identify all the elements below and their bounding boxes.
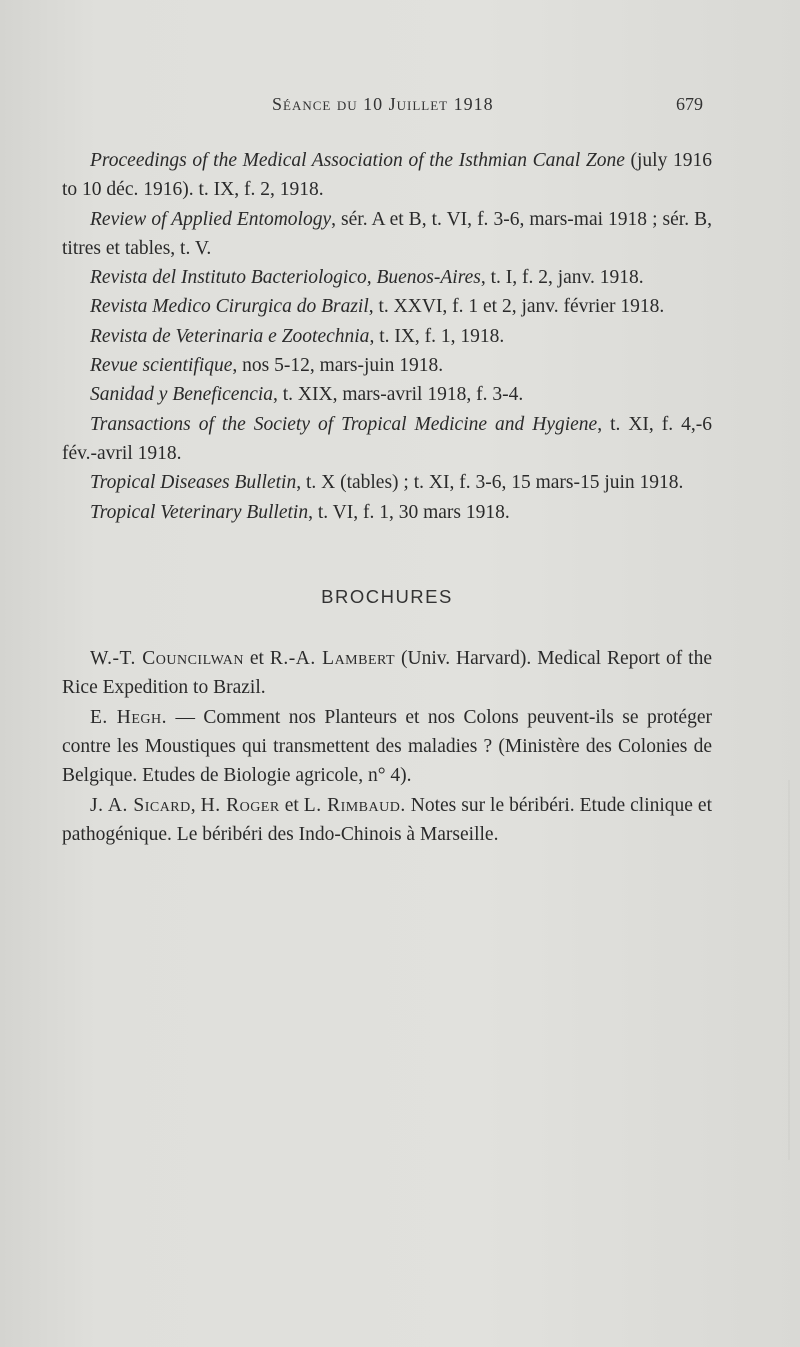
- periodical-details: , t. IX, f. 1, 1918.: [369, 325, 505, 347]
- running-head: Séance du 10 Juillet 1918: [272, 94, 494, 114]
- periodical-title: Review of Applied Entomology: [90, 208, 332, 230]
- brochure-entry: [62, 791, 712, 850]
- periodical-entry: [62, 205, 712, 264]
- brochure-entry: [62, 644, 712, 703]
- periodical-entry: [62, 498, 712, 527]
- brochures-list: [62, 644, 712, 849]
- periodicals-list: [62, 146, 712, 527]
- author-separator: et: [279, 794, 304, 816]
- page-header: [0, 94, 800, 124]
- periodical-title: Proceedings of the Medical Association of the Isthmian Canal Zone: [90, 150, 625, 171]
- brochure-details: — Comment nos Planteurs et nos Colons peuvent-ils se protéger contre les Moustiques qui transmettent des maladies ? (Ministère des Colonies de Belgique. Etudes de Biologie agricole, n° 4).: [62, 706, 712, 787]
- periodical-title: Revue scientifique: [90, 355, 233, 377]
- brochures-heading: BROCHURES: [321, 585, 453, 607]
- periodical-entry: [62, 380, 712, 409]
- periodical-title: Sanidad y Beneficencia: [90, 384, 274, 406]
- brochure-author: J. A. Sicard: [90, 794, 191, 816]
- page-number: 679: [676, 94, 703, 114]
- periodical-title: Revista Medico Cirurgica do Brazil: [90, 296, 369, 318]
- periodical-title: Revista del Instituto Bacteriologico, Buenos-Aires: [90, 267, 481, 289]
- brochure-author: R.-A. Lambert: [269, 648, 396, 670]
- brochure-entry: [62, 703, 712, 791]
- periodical-entry: [62, 146, 712, 205]
- author-separator: et: [243, 648, 270, 670]
- periodical-title: Revista de Veterinaria e Zootechnia: [90, 325, 370, 347]
- periodical-entry: [62, 292, 712, 321]
- periodical-details: , t. X (tables) ; t. XI, f. 3-6, 15 mars-15 juin 1918.: [296, 472, 684, 494]
- brochure-details: (Univ. Harvard). Medical Report of the Rice Expedition to Brazil.: [62, 648, 712, 699]
- periodical-title: Tropical Diseases Bulletin: [90, 472, 297, 494]
- periodical-details: , nos 5-12, mars-juin 1918.: [232, 355, 444, 377]
- periodical-title: Transactions of the Society of Tropical Medicine and Hygiene: [90, 413, 598, 435]
- periodical-entry: [62, 322, 712, 351]
- periodical-title: Tropical Veterinary Bulletin: [90, 501, 309, 523]
- brochure-author: W.-T. Councilwan: [90, 648, 244, 670]
- periodical-details: (july 1916 to 10 déc. 1916). t. IX, f. 2, 1918.: [62, 150, 712, 201]
- periodical-entry: [62, 263, 712, 292]
- periodical-details: , t. XI, f. 4,-6 fév.-avril 1918.: [62, 413, 712, 464]
- periodical-details: , t. XXVI, f. 1 et 2, janv. février 1918.: [368, 296, 665, 318]
- periodical-details: , sér. A et B, t. VI, f. 3-6, mars-mai 1918 ; sér. B, titres et tables, t. V.: [62, 208, 712, 259]
- periodical-entry: [62, 410, 712, 469]
- periodical-details: , t. VI, f. 1, 30 mars 1918.: [308, 501, 510, 523]
- periodical-entry: [62, 468, 712, 497]
- periodical-entry: [62, 351, 712, 380]
- page-body: [62, 146, 712, 849]
- brochure-author: E. Hegh.: [90, 706, 167, 728]
- brochure-details: Notes sur le béribéri. Etude clinique et pathogénique. Le béribéri des Indo-Chinois à Marseille.: [62, 794, 713, 845]
- periodical-details: , t. I, f. 2, janv. 1918.: [480, 267, 644, 289]
- brochure-author: L. Rimbaud.: [303, 794, 406, 816]
- author-separator: ,: [190, 794, 201, 816]
- brochure-author: H. Roger: [200, 794, 280, 816]
- periodical-details: , t. XIX, mars-avril 1918, f. 3-4.: [273, 384, 524, 406]
- show-through-shadow: [788, 780, 790, 1160]
